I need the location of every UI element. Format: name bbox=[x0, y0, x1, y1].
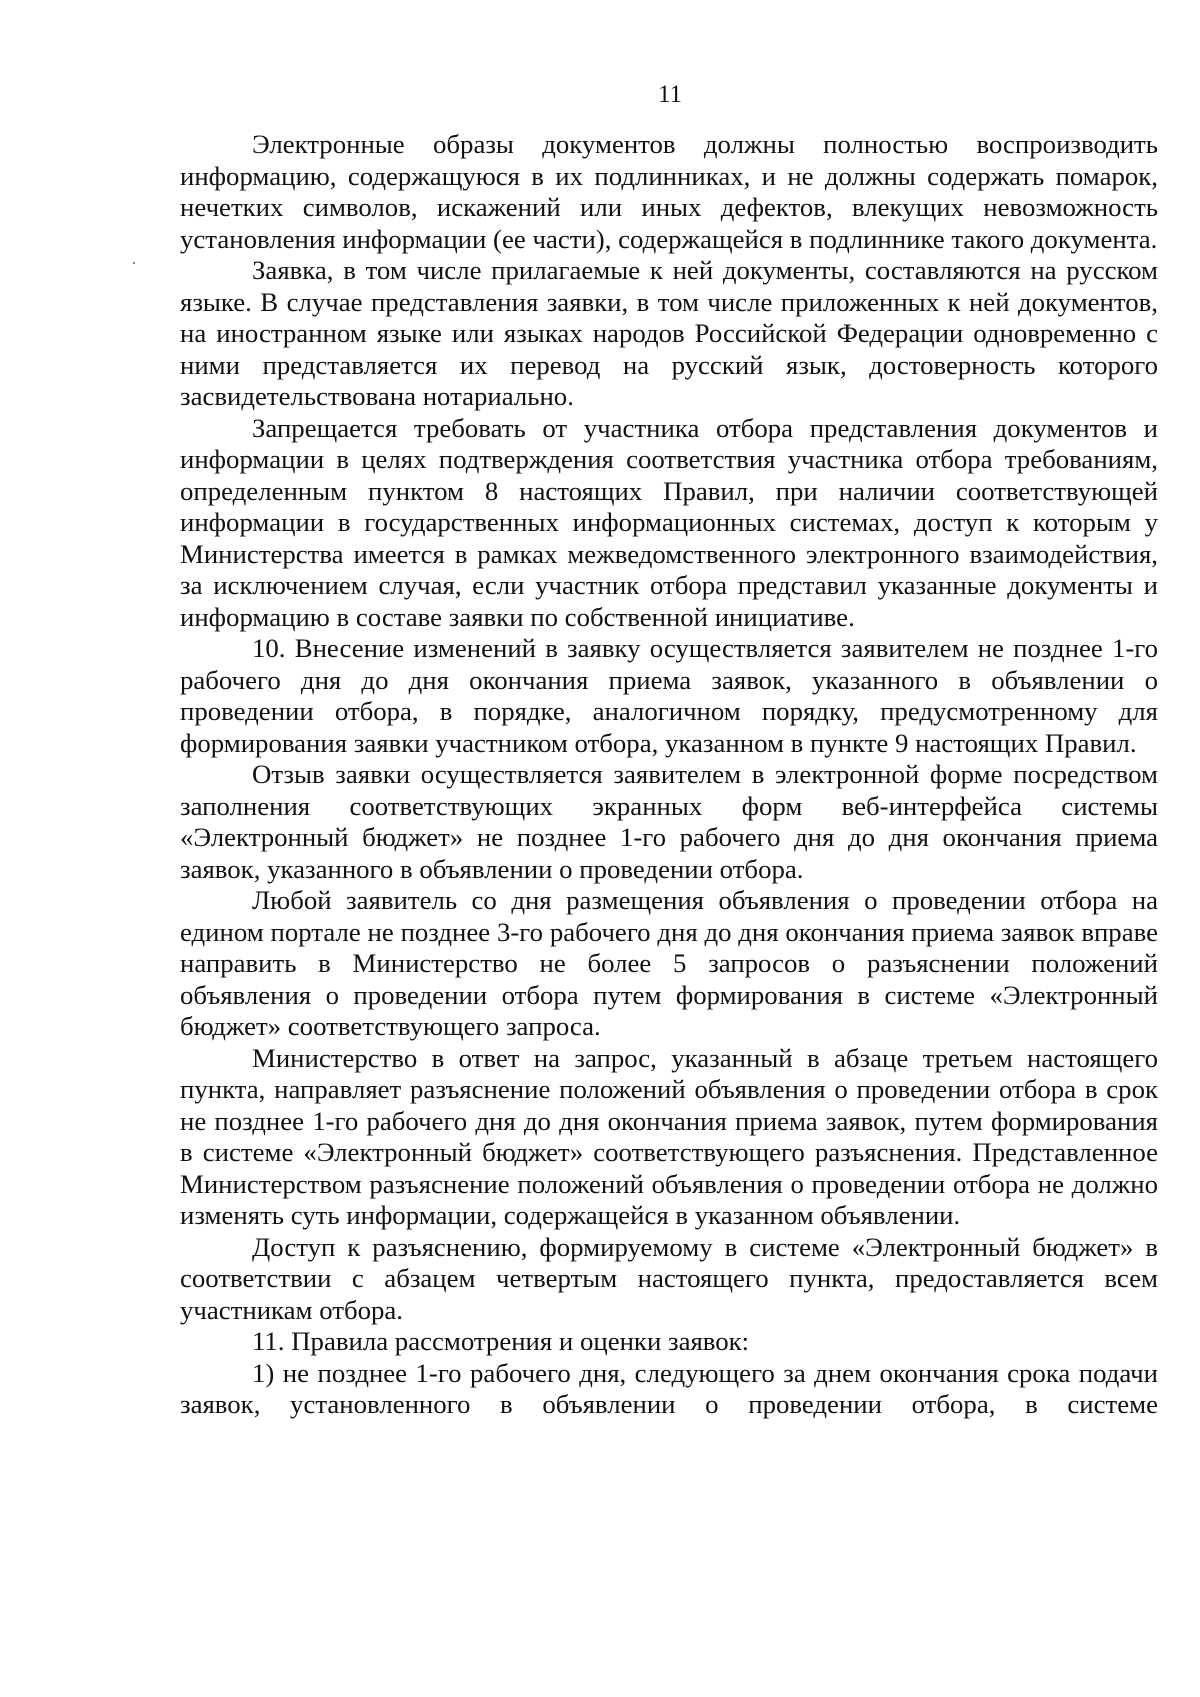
paragraph-clarification-requests: Любой заявитель со дня размещения объявления о проведении отбора на едином портале не позднее 3-го рабочего дня до дня окончания приема заявок вправе направить в Министерство не более 5 запросов о разъяснении положений объявления о проведении отбора путем формирования в системе «Электронный бюджет» соответствующего запроса. bbox=[180, 885, 1158, 1041]
paragraph-clarification-access: Доступ к разъяснению, формируемому в системе «Электронный бюджет» в соответствии с абзацем четвертым настоящего пункта, предоставляется всем участникам отбора. bbox=[180, 1231, 1158, 1325]
document-body bbox=[180, 129, 1158, 1421]
paragraph-application-withdrawal: Отзыв заявки осуществляется заявителем в электронной форме посредством заполнения соответствующих экранных форм веб-интерфейса системы «Электронный бюджет» не позднее 1-го рабочего дня до дня окончания приема заявок, указанного в объявлении о проведении отбора. bbox=[180, 759, 1158, 884]
scan-artifact-dot bbox=[133, 262, 135, 264]
paragraph-electronic-images: Электронные образы документов должны полностью воспроизводить информацию, содержащуюся в их подлинниках, и не должны содержать помарок, нечетких символов, искажений или иных дефектов, влекущих невозможность установления информации (ее части), содержащейся в подлиннике такого документа. bbox=[180, 129, 1158, 254]
paragraph-point-11-item-1: 1) не позднее 1-го рабочего дня, следующего за днем окончания срока подачи заявок, установленного в объявлении о проведении отбора, в системе bbox=[180, 1357, 1158, 1419]
paragraph-point-10: 10. Внесение изменений в заявку осуществляется заявителем не позднее 1-го рабочего дня до дня окончания приема заявок, указанного в объявлении о проведении отбора, в порядке, аналогичном порядку, предусмотренному для формирования заявки участником отбора, указанном в пункте 9 настоящих Правил. bbox=[180, 633, 1158, 758]
paragraph-point-11: 11. Правила рассмотрения и оценки заявок: bbox=[252, 1326, 750, 1356]
paragraph-document-requirements: Запрещается требовать от участника отбора представления документов и информации в целях подтверждения соответствия участника отбора требованиям, определенным пунктом 8 настоящих Правил, при наличии соответствующей информации в государственных информационных системах, доступ к которым у Министерства имеется в рамках межведомственного электронного взаимодействия, за исключением случая, если участник отбора представил указанные документы и информацию в составе заявки по собственной инициативе. bbox=[180, 412, 1158, 632]
paragraph-ministry-response: Министерство в ответ на запрос, указанный в абзаце третьем настоящего пункта, направляет разъяснение положений объявления о проведении отбора в срок не позднее 1-го рабочего дня до дня окончания приема заявок, путем формирования в системе «Электронный бюджет» соответствующего разъяснения. Представленное Министерством разъяснение положений объявления о проведении отбора не должно изменять суть информации, содержащейся в указанном объявлении. bbox=[180, 1042, 1158, 1230]
page-number: 11 bbox=[657, 81, 683, 108]
paragraph-application-language: Заявка, в том числе прилагаемые к ней документы, составляются на русском языке. В случае представления заявки, в том числе приложенных к ней документов, на иностранном языке или языках народов Российской Федерации одновременно с ними представляется их перевод на русский язык, достоверность которого засвидетельствована нотариально. bbox=[180, 255, 1158, 411]
